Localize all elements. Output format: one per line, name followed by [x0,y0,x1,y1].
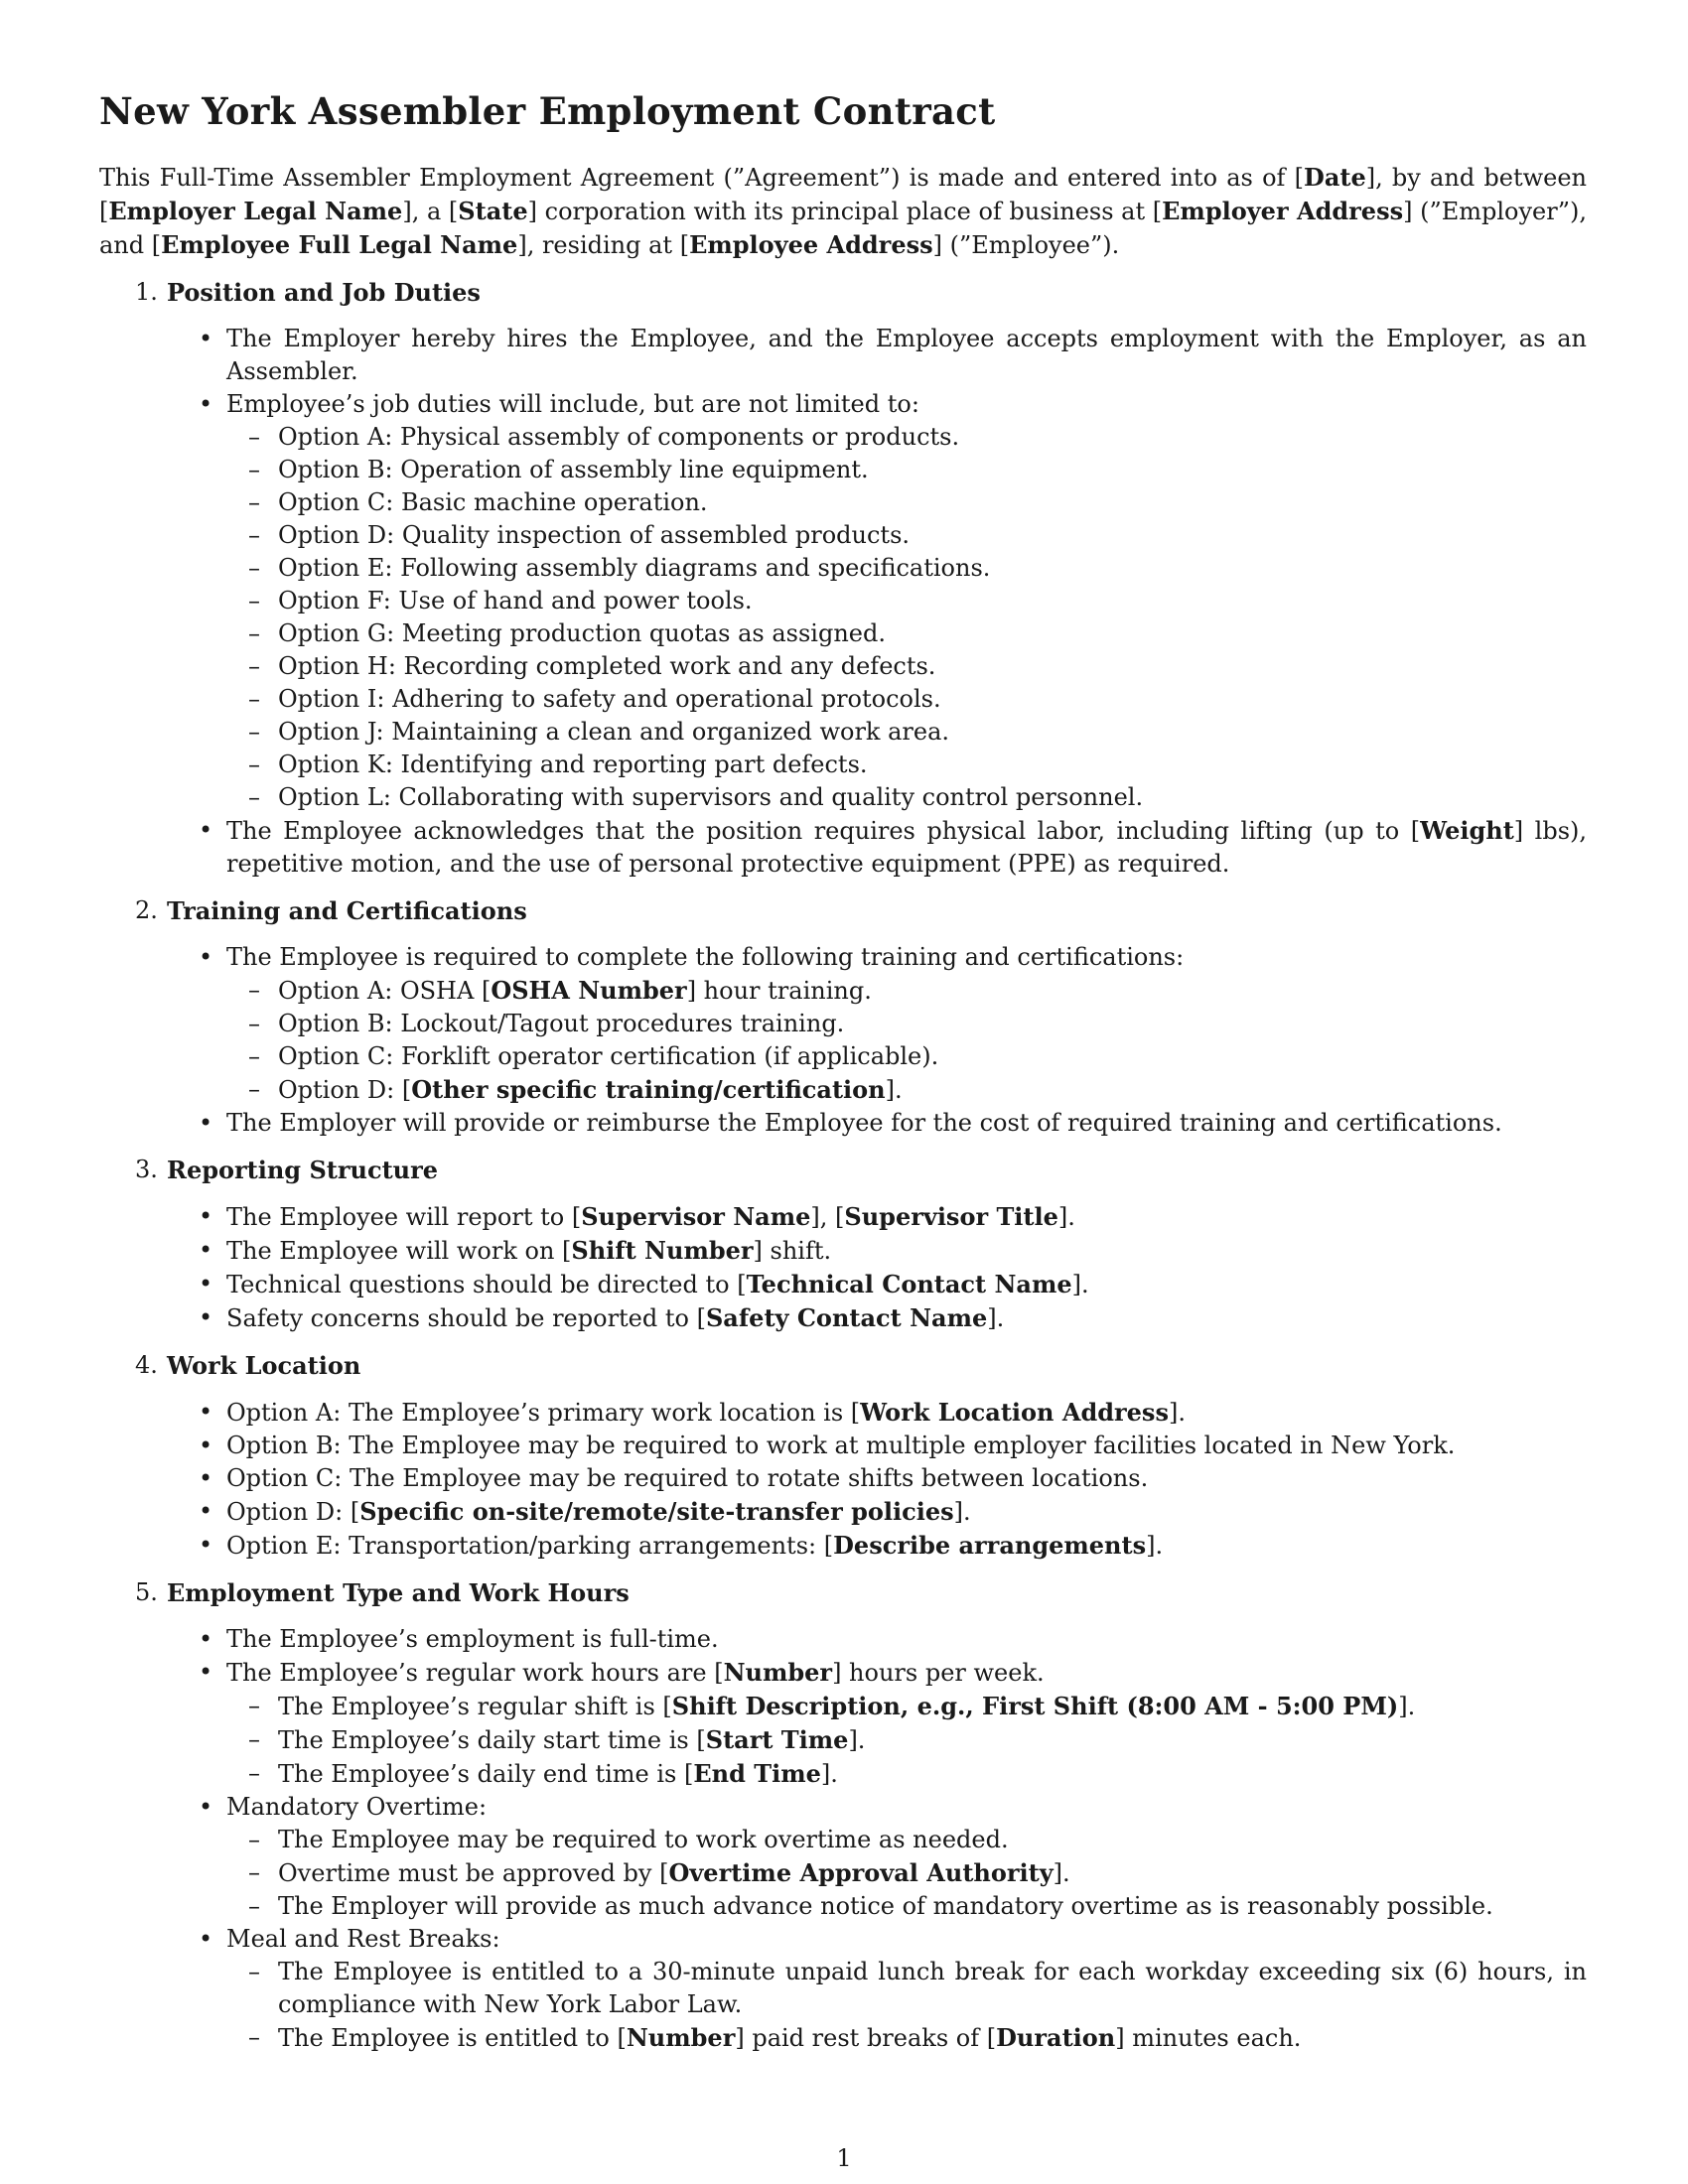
text-run: The Employee is entitled to a 30-minute unpaid lunch break for each workday exceeding six (6) hours, in compliance with New York Labor Law. [278,1958,1587,2018]
text-run: This Full-Time Assembler Employment Agreement (”Agreement”) is made and entered into as of [ [99,164,1304,192]
list-item-text [226,1271,1089,1298]
list-item [226,1234,1587,1268]
placeholder-field: Employer Legal Name [108,197,403,225]
text-run: ] hour training. [686,977,872,1005]
list-item-text [226,1109,1502,1137]
text-run: Option C: The Employee may be required to rotate shifts between locations. [226,1464,1149,1492]
sub-list-item [278,585,1587,617]
text-run: Option D: [ [226,1498,360,1526]
placeholder-field: Number [626,2023,736,2052]
section-number: 2. [135,896,158,924]
placeholder-field: Specific on-site/remote/site-transfer policies [359,1497,954,1526]
text-run: ], [ [810,1203,845,1231]
placeholder-field: Describe arrangements [833,1531,1147,1560]
sub-list-item [278,1856,1587,1890]
placeholder-field: Overtime Approval Authority [668,1858,1054,1887]
section [99,1349,1587,1563]
placeholder-field: Other specific training/certification [411,1075,886,1104]
text-run: The Employee is entitled to [ [278,2024,627,2052]
section [99,276,1587,881]
sub-list-item [278,486,1587,519]
sub-list-item [278,1690,1587,1723]
placeholder-field: Employee Address [689,230,933,259]
text-run: The Employee may be required to work overtime as needed. [278,1826,1009,1853]
text-run: Option A: The Employee’s primary work location is [ [226,1399,861,1427]
placeholder-field: OSHA Number [491,976,687,1005]
sections-container [99,276,1587,2055]
placeholder-field: Employee Full Legal Name [161,230,518,259]
text-run: The Employee’s daily start time is [ [278,1726,706,1754]
text-run: The Employee’s daily end time is [ [278,1760,694,1788]
text-run: Option E: Transportation/parking arrangements: [ [226,1532,834,1560]
list-item [226,1495,1587,1529]
text-run: ] hours per week. [832,1659,1045,1687]
text-run: ]. [1071,1271,1089,1298]
list-item [226,1656,1587,1791]
section-heading [99,276,1587,309]
list-item [226,1301,1587,1335]
text-run: The Employer will provide as much advance notice of mandatory overtime as is reasonably possible. [278,1892,1493,1920]
section [99,894,1587,1140]
bullet-list [99,1623,1587,2055]
list-item-text [226,1793,487,1821]
text-run: Technical questions should be directed to [ [226,1271,747,1298]
text-run: ]. [987,1304,1005,1332]
placeholder-field: Technical Contact Name [746,1270,1072,1298]
list-item [226,323,1587,388]
section [99,1576,1587,2055]
section-title: Work Location [167,1351,361,1380]
list-item-text [226,1625,719,1653]
text-run: Mandatory Overtime: [226,1793,488,1821]
sub-list-item [278,1040,1587,1073]
document-page [99,89,1587,2055]
text-run: Option B: Lockout/Tagout procedures training. [278,1010,845,1037]
bullet-list [99,941,1587,1140]
list-item-text [226,943,1184,971]
text-run: Option D: [ [278,1076,412,1104]
text-run: ] (”Employer”), and [ [99,198,1587,259]
sub-list-item [278,1824,1587,1856]
section-title: Reporting Structure [167,1156,439,1184]
placeholder-field: Shift Number [571,1236,754,1265]
placeholder-field: Employer Address [1162,197,1404,225]
sub-list-item [278,2021,1587,2055]
text-run: Option B: The Employee may be required to work at multiple employer facilities located in New York. [226,1432,1456,1459]
bullet-list [99,323,1587,881]
text-run: ]. [848,1726,866,1754]
section-title: Training and Certifications [167,896,527,925]
sub-list-item [278,974,1587,1008]
text-run: Option I: Adhering to safety and operational protocols. [278,685,941,713]
sub-list-item [278,1757,1587,1791]
section-heading [99,1349,1587,1382]
list-item [226,1268,1587,1301]
list-item [226,388,1587,814]
text-run: ] paid rest breaks of [ [735,2024,997,2052]
text-run: ]. [1057,1203,1075,1231]
text-run: Option J: Maintaining a clean and organized work area. [278,718,950,746]
section-number: 5. [135,1578,158,1606]
section-heading [99,894,1587,927]
list-item [226,1923,1587,2055]
sub-list [226,1824,1587,1923]
document-title: New York Assembler Employment Contract [99,89,996,133]
text-run: ]. [1168,1399,1186,1427]
placeholder-field: Supervisor Name [581,1202,811,1231]
text-run: Option B: Operation of assembly line equipment. [278,456,869,483]
placeholder-field: Duration [996,2023,1116,2052]
sub-list-item [278,1890,1587,1923]
placeholder-field: Weight [1420,816,1514,845]
placeholder-field: State [458,197,528,225]
sub-list-item [278,716,1587,749]
text-run: Option C: Forklift operator certification (if applicable). [278,1042,939,1070]
placeholder-field: Safety Contact Name [705,1303,988,1332]
list-item [226,1396,1587,1430]
text-run: Option E: Following assembly diagrams and specifications. [278,554,991,582]
text-run: ], residing at [ [517,231,690,259]
list-item [226,1200,1587,1234]
sub-list-item [278,683,1587,716]
list-item-text [226,1304,1004,1332]
text-run: Option G: Meeting production quotas as assigned. [278,619,886,647]
text-run: ], a [ [402,198,459,225]
text-run: ] shift. [753,1237,832,1265]
text-run: Meal and Rest Breaks: [226,1925,500,1953]
text-run: Option K: Identifying and reporting part defects. [278,751,868,778]
sub-list-item [278,1956,1587,2021]
section [99,1154,1587,1335]
sub-list-item [278,650,1587,683]
list-item [226,1529,1587,1563]
list-item-text [226,1532,1163,1560]
placeholder-field: Start Time [705,1725,849,1754]
bullet-list [99,1200,1587,1335]
text-run: Option L: Collaborating with supervisors and quality control personnel. [278,783,1144,811]
text-run: Safety concerns should be reported to [ [226,1304,706,1332]
text-run: The Employee will report to [ [226,1203,582,1231]
text-run: ] (”Employee”). [932,231,1120,259]
section-number: 1. [135,278,158,306]
placeholder-field: End Time [693,1759,821,1788]
section-title: Employment Type and Work Hours [167,1578,630,1607]
list-item-text [226,390,919,418]
text-run: The Employee acknowledges that the position requires physical labor, including lifting (up to [ [226,817,1421,845]
sub-list [226,1690,1587,1791]
text-run: ] corporation with its principal place of business at [ [527,198,1163,225]
text-run: Option F: Use of hand and power tools. [278,587,753,614]
sub-list-item [278,617,1587,650]
text-run: ]. [953,1498,971,1526]
text-run: The Employee’s regular shift is [ [278,1693,672,1720]
text-run: The Employer will provide or reimburse the Employee for the cost of required training and certifications. [226,1109,1502,1137]
list-item-text [226,1498,971,1526]
text-run: ], by and between [ [99,164,1588,225]
list-item-text [226,1659,1045,1687]
section-heading [99,1154,1587,1186]
placeholder-field: Number [723,1658,833,1687]
sub-list-item [278,1073,1587,1107]
list-item [226,1107,1587,1140]
text-run: The Employee is required to complete the following training and certifications: [226,943,1185,971]
text-run: ]. [885,1076,903,1104]
list-item [226,1623,1587,1656]
sub-list-item [278,552,1587,585]
sub-list-item [278,1008,1587,1040]
sub-list-item [278,781,1587,814]
list-item-text [226,1925,500,1953]
list-item [226,1791,1587,1923]
sub-list-item [278,1723,1587,1757]
text-run: ]. [820,1760,838,1788]
text-run: Option C: Basic machine operation. [278,488,708,516]
section-number: 3. [135,1156,158,1183]
placeholder-field: Shift Description, e.g., First Shift (8:00 AM - 5:00 PM) [671,1692,1399,1720]
bullet-list [99,1396,1587,1563]
text-run: Option D: Quality inspection of assembled products. [278,521,911,549]
list-item-text [226,1203,1075,1231]
sub-list-item [278,749,1587,781]
text-run: Option A: OSHA [ [278,977,492,1005]
placeholder-field: Date [1304,163,1366,192]
text-run: ]. [1398,1693,1416,1720]
list-item-text [226,817,1587,878]
text-run: The Employee’s regular work hours are [ [226,1659,724,1687]
text-run: Employee’s job duties will include, but are not limited to: [226,390,919,418]
list-item-text [226,1464,1148,1492]
text-run: ]. [1146,1532,1164,1560]
sub-list-item [278,421,1587,454]
list-item [226,814,1587,881]
text-run: Overtime must be approved by [ [278,1859,669,1887]
text-run: ]. [1053,1859,1070,1887]
placeholder-field: Supervisor Title [844,1202,1058,1231]
page-number: 1 [836,2144,852,2172]
sub-list [226,421,1587,814]
placeholder-field: Work Location Address [860,1398,1169,1427]
text-run: Option A: Physical assembly of components or products. [278,423,960,451]
section-heading [99,1576,1587,1609]
list-item-text [226,325,1587,385]
list-item [226,941,1587,1107]
list-item-text [226,1399,1186,1427]
text-run: The Employee’s employment is full-time. [226,1625,719,1653]
section-number: 4. [135,1351,158,1379]
intro-paragraph [99,161,1587,262]
sub-list [226,1956,1587,2055]
text-run: The Employee will work on [ [226,1237,572,1265]
text-run: The Employer hereby hires the Employee, and the Employee accepts employment with the Employer, as an Assembler. [226,325,1587,385]
list-item [226,1462,1587,1495]
text-run: ] minutes each. [1115,2024,1302,2052]
list-item [226,1430,1587,1462]
section-title: Position and Job Duties [167,278,481,307]
text-run: ] lbs), repetitive motion, and the use of personal protective equipment (PPE) as required. [226,817,1588,878]
list-item-text [226,1432,1455,1459]
sub-list [226,974,1587,1107]
list-item-text [226,1237,831,1265]
sub-list-item [278,454,1587,486]
sub-list-item [278,519,1587,552]
text-run: Option H: Recording completed work and any defects. [278,652,936,680]
